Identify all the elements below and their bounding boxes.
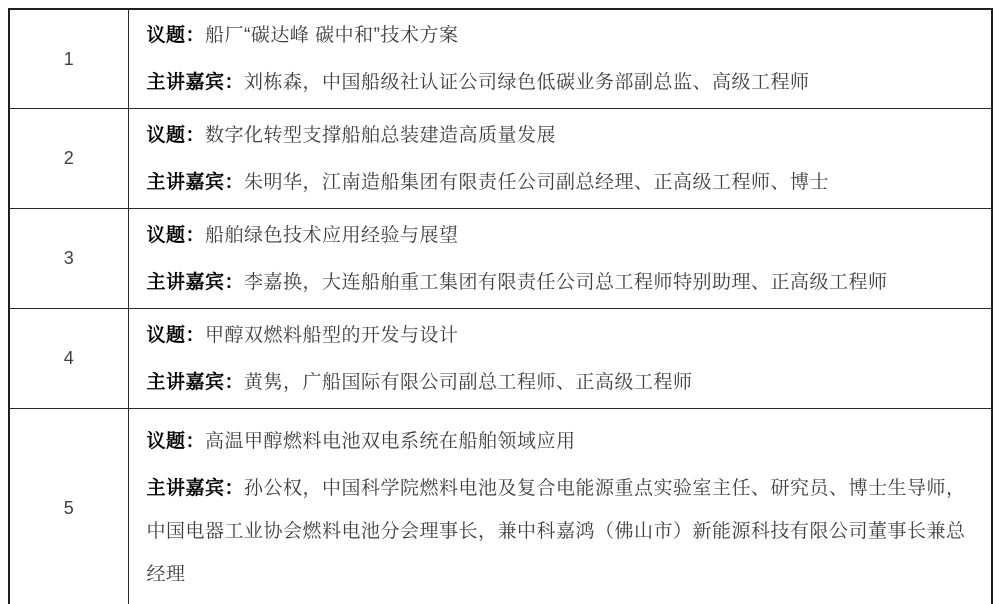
topic-text: 甲醇双燃料船型的开发与设计 [205, 324, 459, 346]
topic-label: 议题： [146, 25, 206, 46]
agenda-table [8, 8, 993, 604]
speaker-line [147, 467, 972, 596]
speaker-line [147, 261, 972, 304]
speaker-label: 主讲嘉宾： [146, 478, 245, 500]
topic-label: 议题： [146, 431, 206, 453]
topic-line [147, 114, 972, 157]
row-number: 4 [9, 309, 128, 409]
speaker-text: 李嘉换，大连船舶重工集团有限责任公司总工程师特别助理、正高级工程师 [244, 271, 888, 293]
speaker-line [147, 161, 972, 204]
speaker-text: 刘栋森，中国船级社认证公司绿色低碳业务部副总监、高级工程师 [244, 72, 810, 93]
topic-line [147, 214, 972, 257]
speaker-text: 朱明华，江南造船集团有限责任公司副总经理、正高级工程师、博士 [244, 171, 830, 193]
topic-label: 议题： [146, 124, 206, 146]
row-content-cell [128, 209, 992, 309]
row-content-cell [128, 109, 992, 209]
row-content-cell [128, 409, 992, 604]
speaker-text: 黄隽，广船国际有限公司副总工程师、正高级工程师 [244, 371, 693, 393]
speaker-line [147, 61, 972, 104]
topic-label: 议题： [146, 324, 206, 346]
row-content-cell [128, 9, 992, 109]
speaker-text: 孙公权，中国科学院燃料电池及复合电能源重点实验室主任、研究员、博士生导师，中国电器工业协会燃料电池分会理事长，兼中科嘉鸿（佛山市）新能源科技有限公司董事长兼总经理 [146, 478, 966, 586]
topic-label: 议题： [146, 224, 206, 246]
row-number: 5 [9, 409, 128, 604]
topic-line [147, 420, 972, 463]
row-number: 3 [9, 209, 128, 309]
speaker-line [147, 361, 972, 404]
speaker-label: 主讲嘉宾： [146, 371, 245, 393]
table-row [9, 209, 992, 309]
topic-line [147, 314, 972, 357]
table-row [9, 109, 992, 209]
row-number: 1 [9, 9, 128, 109]
topic-text: 高温甲醇燃料电池双电系统在船舶领域应用 [205, 431, 576, 453]
row-number: 2 [9, 109, 128, 209]
topic-text: 数字化转型支撑船舶总装建造高质量发展 [205, 124, 557, 146]
speaker-label: 主讲嘉宾： [146, 171, 245, 193]
speaker-label: 主讲嘉宾： [146, 271, 245, 293]
table-row [9, 309, 992, 409]
topic-line [147, 14, 972, 57]
speaker-label: 主讲嘉宾： [146, 72, 245, 93]
row-content-cell [128, 309, 992, 409]
table-row [9, 409, 992, 604]
topic-text: 船舶绿色技术应用经验与展望 [205, 224, 459, 246]
topic-text: 船厂“碳达峰 碳中和”技术方案 [205, 25, 459, 46]
table-row [9, 9, 992, 109]
